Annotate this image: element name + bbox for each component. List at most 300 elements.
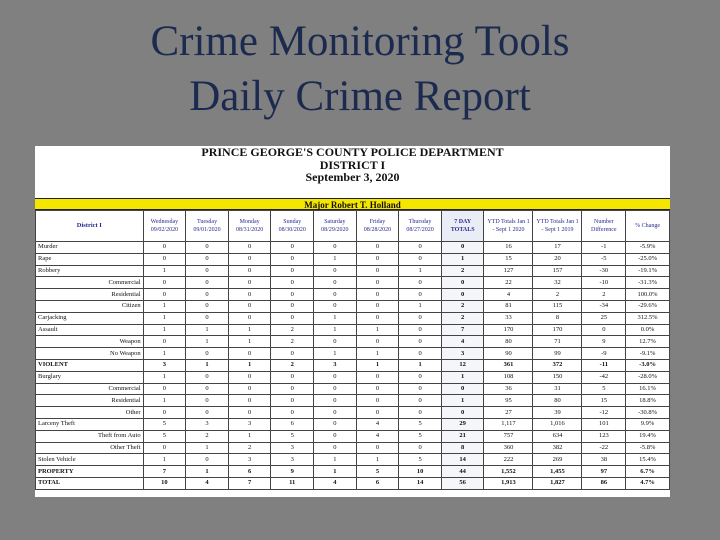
slide-title-line1: Crime Monitoring Tools (150, 18, 570, 65)
table-cell: 222 (484, 454, 533, 466)
table-cell: 3 (228, 418, 271, 430)
department-name: PRINCE GEORGE'S COUNTY POLICE DEPARTMENT (201, 146, 504, 159)
table-cell: 1 (186, 466, 229, 478)
table-cell: 16.1% (626, 383, 670, 395)
col-header: Number Difference (582, 211, 626, 242)
district-name: DISTRICT I (319, 157, 386, 172)
table-cell: 1 (314, 324, 357, 336)
table-cell: 7 (228, 477, 271, 489)
table-cell: -5.8% (626, 442, 670, 454)
table-cell: 0 (143, 336, 186, 348)
table-cell: 39 (533, 407, 582, 419)
table-cell: 123 (582, 430, 626, 442)
table-cell: 1 (356, 348, 399, 360)
table-cell: 6.7% (626, 466, 670, 478)
table-cell: 0 (582, 324, 626, 336)
table-cell: 0 (143, 242, 186, 254)
table-cell: 1 (228, 359, 271, 371)
table-cell: 2 (533, 289, 582, 301)
table-cell: 5 (271, 430, 314, 442)
table-cell: 0 (356, 277, 399, 289)
row-label: Citizen (36, 300, 144, 312)
row-label: Burglary (36, 371, 144, 383)
table-cell: 16 (484, 242, 533, 254)
table-cell: 0 (186, 383, 229, 395)
table-cell: 1 (186, 324, 229, 336)
table-cell: 0 (228, 289, 271, 301)
table-cell: 1 (186, 359, 229, 371)
table-cell: 0 (314, 407, 357, 419)
table-row (36, 442, 670, 454)
table-cell: 1 (314, 253, 357, 265)
table-cell: -25.0% (626, 253, 670, 265)
table-cell: 0 (314, 300, 357, 312)
table-cell: 44 (441, 466, 484, 478)
table-cell: 15 (484, 253, 533, 265)
table-cell: 2 (441, 265, 484, 277)
table-cell: 18.8% (626, 395, 670, 407)
table-cell: 0 (356, 442, 399, 454)
row-label: Stolen Vehicle (36, 454, 144, 466)
table-cell: 0 (399, 348, 442, 360)
table-cell: 0 (399, 242, 442, 254)
col-header: Thursday 08/27/2020 (399, 211, 442, 242)
table-cell: 95 (484, 395, 533, 407)
table-cell: 0 (399, 407, 442, 419)
table-cell: 0 (356, 289, 399, 301)
table-cell: 0 (314, 371, 357, 383)
table-cell: 5 (356, 466, 399, 478)
table-cell: 1,552 (484, 466, 533, 478)
table-row (36, 300, 670, 312)
table-cell: 0 (143, 253, 186, 265)
table-cell: 0 (186, 454, 229, 466)
table-cell: 27 (484, 407, 533, 419)
table-cell: 170 (484, 324, 533, 336)
table-cell: 32 (533, 277, 582, 289)
table-cell: 0 (399, 383, 442, 395)
table-cell: 3 (441, 348, 484, 360)
table-cell: 0 (441, 277, 484, 289)
table-cell: 0 (399, 277, 442, 289)
table-cell: 1 (314, 454, 357, 466)
table-cell: 0 (314, 418, 357, 430)
table-cell: 97 (582, 466, 626, 478)
crime-table (35, 210, 670, 490)
table-cell: 20 (533, 253, 582, 265)
table-cell: -42 (582, 371, 626, 383)
commander-banner: Major Robert T. Holland (35, 198, 670, 210)
table-cell: 11 (271, 477, 314, 489)
col-header: District I (36, 211, 144, 242)
table-cell: 5 (399, 454, 442, 466)
table-cell: -9.1% (626, 348, 670, 360)
table-cell: 0 (399, 371, 442, 383)
table-cell: 0 (441, 289, 484, 301)
table-cell: 80 (484, 336, 533, 348)
table-cell: 0 (186, 242, 229, 254)
table-cell: 8 (441, 442, 484, 454)
table-cell: 1 (314, 312, 357, 324)
table-cell: 1 (399, 359, 442, 371)
table-cell: 3 (143, 359, 186, 371)
table-row (36, 242, 670, 254)
table-cell: 1 (143, 395, 186, 407)
table-cell: 0 (228, 300, 271, 312)
col-header: Monday 08/31/2020 (228, 211, 271, 242)
table-cell: 4 (314, 477, 357, 489)
table-row (36, 477, 670, 489)
table-row (36, 312, 670, 324)
table-cell: 0 (314, 242, 357, 254)
row-label: Carjacking (36, 312, 144, 324)
row-label: Larceny Theft (36, 418, 144, 430)
table-cell: 14 (441, 454, 484, 466)
table-cell: -30 (582, 265, 626, 277)
table-cell: 0 (271, 312, 314, 324)
table-cell: 15.4% (626, 454, 670, 466)
table-row (36, 277, 670, 289)
table-cell: 0 (143, 442, 186, 454)
row-label: Rape (36, 253, 144, 265)
table-row (36, 324, 670, 336)
row-label: Residential (36, 289, 144, 301)
table-cell: 0 (314, 383, 357, 395)
table-cell: -19.1% (626, 265, 670, 277)
table-cell: 1 (143, 348, 186, 360)
table-cell: 0 (399, 289, 442, 301)
table-cell: 1,455 (533, 466, 582, 478)
table-cell: -12 (582, 407, 626, 419)
table-cell: 19.4% (626, 430, 670, 442)
table-cell: 0 (271, 300, 314, 312)
table-cell: 0 (228, 383, 271, 395)
col-header: YTD Totals Jan 1 - Sept 1 2020 (484, 211, 533, 242)
table-cell: 1 (441, 253, 484, 265)
row-label: Other (36, 407, 144, 419)
row-label: Theft from Auto (36, 430, 144, 442)
table-cell: 0 (356, 265, 399, 277)
table-cell: 90 (484, 348, 533, 360)
table-cell: -3.0% (626, 359, 670, 371)
table-cell: 29 (441, 418, 484, 430)
table-cell: 0 (356, 253, 399, 265)
table-cell: 0 (271, 242, 314, 254)
table-cell: 0 (399, 336, 442, 348)
table-cell: 0 (399, 442, 442, 454)
table-cell: 0 (314, 430, 357, 442)
table-cell: 71 (533, 336, 582, 348)
table-cell: 2 (441, 312, 484, 324)
col-header: Saturday 08/29/2020 (314, 211, 357, 242)
table-cell: 0 (356, 395, 399, 407)
row-label: Commercial (36, 383, 144, 395)
table-cell: 1 (356, 324, 399, 336)
table-cell: 14 (399, 477, 442, 489)
table-cell: 3 (271, 454, 314, 466)
table-cell: 7 (143, 466, 186, 478)
table-cell: -28.0% (626, 371, 670, 383)
table-cell: 1 (186, 336, 229, 348)
table-cell: 0 (314, 289, 357, 301)
table-cell: 25 (582, 312, 626, 324)
table-cell: 115 (533, 300, 582, 312)
table-cell: 1 (228, 336, 271, 348)
table-cell: 1 (399, 300, 442, 312)
table-cell: 38 (582, 454, 626, 466)
table-cell: 3 (314, 359, 357, 371)
table-cell: 1,827 (533, 477, 582, 489)
table-cell: 0 (356, 407, 399, 419)
table-cell: 0 (228, 242, 271, 254)
table-cell: 31 (533, 383, 582, 395)
table-cell: 0 (186, 253, 229, 265)
table-cell: 1 (143, 454, 186, 466)
table-cell: 1 (356, 359, 399, 371)
table-row (36, 430, 670, 442)
table-cell: 0 (314, 277, 357, 289)
table-cell: 4 (441, 336, 484, 348)
table-cell: 1 (399, 265, 442, 277)
table-cell: 0 (228, 253, 271, 265)
table-cell: 1,913 (484, 477, 533, 489)
table-cell: -5.9% (626, 242, 670, 254)
col-header: 7 DAY TOTALS (441, 211, 484, 242)
table-cell: 0 (186, 371, 229, 383)
table-cell: 1 (228, 430, 271, 442)
table-cell: 3 (186, 418, 229, 430)
table-cell: 360 (484, 442, 533, 454)
table-cell: 127 (484, 265, 533, 277)
table-cell: 0 (143, 407, 186, 419)
table-cell: 0 (356, 383, 399, 395)
row-label: Weapon (36, 336, 144, 348)
table-cell: 0 (143, 383, 186, 395)
table-cell: 4 (356, 418, 399, 430)
table-cell: 6 (228, 466, 271, 478)
table-row (36, 359, 670, 371)
table-cell: 4.7% (626, 477, 670, 489)
col-header: Friday 08/28/2020 (356, 211, 399, 242)
table-cell: 7 (441, 324, 484, 336)
table-cell: 0 (143, 277, 186, 289)
table-cell: 33 (484, 312, 533, 324)
table-cell: 0 (228, 407, 271, 419)
table-cell: 1 (228, 324, 271, 336)
table-cell: 0 (271, 395, 314, 407)
table-row (36, 336, 670, 348)
table-cell: 0 (228, 395, 271, 407)
table-cell: 6 (271, 418, 314, 430)
table-cell: 4 (186, 477, 229, 489)
table-cell: 1 (356, 454, 399, 466)
table-header-row (36, 211, 670, 242)
table-cell: 0 (314, 336, 357, 348)
table-cell: 36 (484, 383, 533, 395)
table-cell: 1,016 (533, 418, 582, 430)
row-label: TOTAL (36, 477, 144, 489)
table-cell: 17 (533, 242, 582, 254)
table-cell: 86 (582, 477, 626, 489)
col-header: Tuesday 09/01/2020 (186, 211, 229, 242)
table-cell: 0 (186, 407, 229, 419)
table-cell: 0 (186, 312, 229, 324)
table-cell: 5 (399, 418, 442, 430)
table-cell: 4 (484, 289, 533, 301)
table-cell: 0 (228, 312, 271, 324)
table-cell: 9 (271, 466, 314, 478)
table-cell: 1 (314, 348, 357, 360)
table-cell: -29.6% (626, 300, 670, 312)
table-cell: -9 (582, 348, 626, 360)
table-cell: 56 (441, 477, 484, 489)
table-cell: 1 (314, 466, 357, 478)
table-cell: 1 (143, 265, 186, 277)
table-cell: 170 (533, 324, 582, 336)
table-cell: 4 (356, 430, 399, 442)
table-cell: 5 (582, 383, 626, 395)
table-cell: 0 (186, 277, 229, 289)
table-cell: 0 (271, 371, 314, 383)
table-cell: -10 (582, 277, 626, 289)
table-cell: 382 (533, 442, 582, 454)
table-cell: 0 (271, 253, 314, 265)
table-row (36, 371, 670, 383)
table-row (36, 265, 670, 277)
table-cell: 0 (356, 336, 399, 348)
slide-title-line2: Daily Crime Report (189, 73, 531, 120)
table-cell: -5 (582, 253, 626, 265)
row-label: PROPERTY (36, 466, 144, 478)
table-cell: 0 (356, 242, 399, 254)
table-cell: 0 (271, 277, 314, 289)
table-cell: 1 (441, 371, 484, 383)
table-cell: 0 (314, 442, 357, 454)
table-cell: 100.0% (626, 289, 670, 301)
row-label: Residential (36, 395, 144, 407)
table-cell: 0 (356, 371, 399, 383)
row-label: Commercial (36, 277, 144, 289)
table-row (36, 466, 670, 478)
table-cell: 3 (228, 454, 271, 466)
table-cell: 0.0% (626, 324, 670, 336)
table-cell: 1 (143, 300, 186, 312)
table-cell: 101 (582, 418, 626, 430)
row-label: Assault (36, 324, 144, 336)
table-cell: 0 (314, 395, 357, 407)
table-cell: 269 (533, 454, 582, 466)
slide-title (0, 14, 720, 124)
table-cell: 1 (441, 395, 484, 407)
table-cell: 0 (228, 371, 271, 383)
table-cell: 1 (143, 312, 186, 324)
table-cell: 2 (271, 324, 314, 336)
table-cell: -11 (582, 359, 626, 371)
table-cell: 634 (533, 430, 582, 442)
table-cell: 8 (533, 312, 582, 324)
table-cell: -34 (582, 300, 626, 312)
table-row (36, 454, 670, 466)
table-cell: 5 (143, 418, 186, 430)
table-cell: 10 (143, 477, 186, 489)
table-cell: 108 (484, 371, 533, 383)
table-cell: 2 (186, 430, 229, 442)
report-header (35, 146, 670, 184)
table-cell: 2 (271, 359, 314, 371)
table-cell: -31.3% (626, 277, 670, 289)
table-cell: 372 (533, 359, 582, 371)
table-cell: 12 (441, 359, 484, 371)
table-cell: 0 (271, 383, 314, 395)
table-cell: 0 (186, 348, 229, 360)
table-cell: 0 (271, 265, 314, 277)
table-cell: 0 (228, 277, 271, 289)
table-cell: 361 (484, 359, 533, 371)
table-cell: 0 (441, 407, 484, 419)
table-cell: 2 (228, 442, 271, 454)
col-header: YTD Totals Jan 1 - Sept 1 2019 (533, 211, 582, 242)
table-cell: 0 (186, 265, 229, 277)
table-cell: 0 (186, 300, 229, 312)
report-date: September 3, 2020 (305, 170, 400, 184)
table-cell: 99 (533, 348, 582, 360)
table-cell: 2 (582, 289, 626, 301)
table-cell: 0 (186, 395, 229, 407)
table-row (36, 383, 670, 395)
table-cell: 1 (186, 442, 229, 454)
table-cell: 9.9% (626, 418, 670, 430)
row-label: Other Theft (36, 442, 144, 454)
table-cell: 10 (399, 466, 442, 478)
table-cell: 0 (356, 312, 399, 324)
table-cell: 21 (441, 430, 484, 442)
table-cell: 0 (399, 312, 442, 324)
row-label: VIOLENT (36, 359, 144, 371)
row-label: No Weapon (36, 348, 144, 360)
table-row (36, 407, 670, 419)
row-label: Murder (36, 242, 144, 254)
row-label: Robbery (36, 265, 144, 277)
table-cell: 0 (314, 265, 357, 277)
table-cell: 157 (533, 265, 582, 277)
table-cell: 0 (228, 265, 271, 277)
table-cell: 1,117 (484, 418, 533, 430)
table-cell: 0 (271, 348, 314, 360)
table-cell: 2 (441, 300, 484, 312)
table-cell: 6 (356, 477, 399, 489)
table-cell: 0 (228, 348, 271, 360)
table-cell: 0 (186, 289, 229, 301)
table-cell: 150 (533, 371, 582, 383)
table-cell: -1 (582, 242, 626, 254)
col-header: Sunday 08/30/2020 (271, 211, 314, 242)
table-cell: 1 (143, 371, 186, 383)
table-cell: 0 (441, 383, 484, 395)
table-cell: -22 (582, 442, 626, 454)
table-cell: 12.7% (626, 336, 670, 348)
table-cell: 5 (143, 430, 186, 442)
table-cell: 22 (484, 277, 533, 289)
table-cell: 5 (399, 430, 442, 442)
table-cell: 312.5% (626, 312, 670, 324)
table-row (36, 395, 670, 407)
table-row (36, 418, 670, 430)
table-cell: 0 (399, 253, 442, 265)
table-row (36, 348, 670, 360)
table-cell: 0 (441, 242, 484, 254)
col-header: Wednesday 09/02/2020 (143, 211, 186, 242)
table-cell: 3 (271, 442, 314, 454)
